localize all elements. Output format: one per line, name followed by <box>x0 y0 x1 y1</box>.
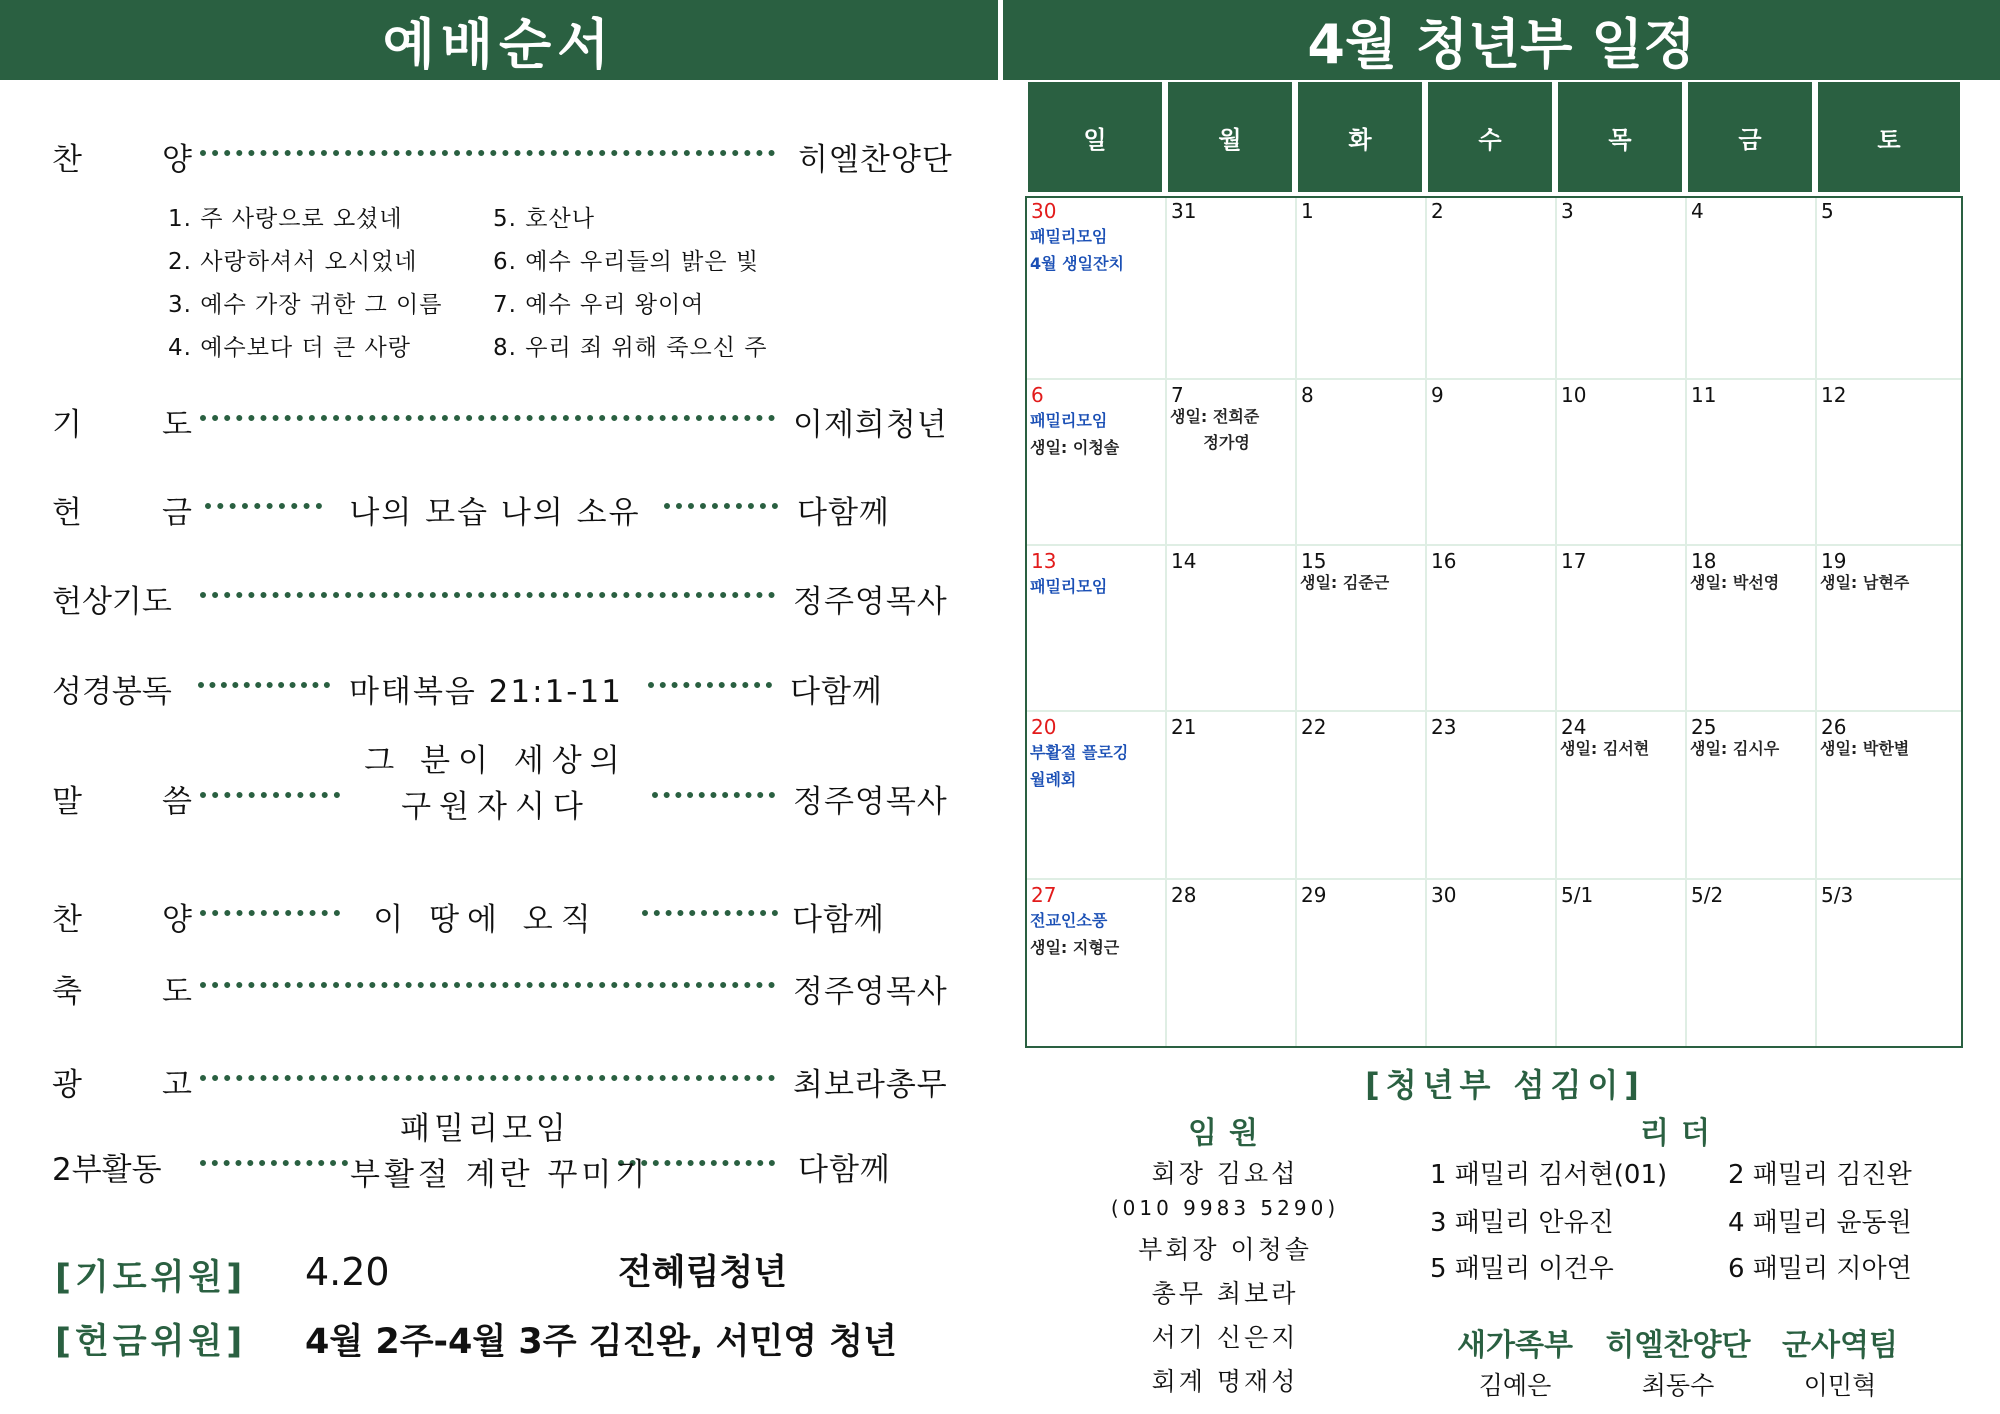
weekday-header: 일 <box>1028 82 1162 192</box>
service-person: 정주영목사 <box>793 784 948 820</box>
day-number: 8 <box>1301 383 1314 407</box>
day-number: 12 <box>1821 383 1847 407</box>
day-number: 26 <box>1821 715 1847 739</box>
leaders-title: 리더 <box>1640 1116 1722 1151</box>
day-number: 1 <box>1301 199 1314 223</box>
day-number: 13 <box>1031 549 1057 573</box>
calendar-event: 패밀리모임 <box>1030 227 1108 246</box>
service-label: 말 씀 <box>52 784 192 820</box>
leader-family-3: 3 패밀리 안유진 <box>1430 1208 1614 1238</box>
hymn-item: 3. 예수 가장 귀한 그 이름 <box>168 292 443 318</box>
calendar-day-cell <box>1025 712 1165 880</box>
service-label: 광 고 <box>52 1067 192 1103</box>
day-number: 3 <box>1561 199 1574 223</box>
leader-dots <box>648 682 772 688</box>
order-of-service-header: 예배순서 <box>0 0 998 80</box>
calendar-day-cell <box>1425 380 1555 546</box>
service-content: 패밀리모임 부활절 계란 꾸미기 <box>350 1111 650 1193</box>
service-content: 이 땅에 오직 <box>373 902 599 938</box>
calendar-day-cell <box>1815 880 1963 1048</box>
day-number: 27 <box>1031 883 1057 907</box>
day-number: 10 <box>1561 383 1587 407</box>
service-label: 찬 양 <box>52 902 192 938</box>
day-number: 5/2 <box>1691 883 1724 907</box>
service-label: 성경봉독 <box>52 674 172 710</box>
prayer-duty-name: 전혜림청년 <box>618 1253 788 1293</box>
hymn-item: 1. 주 사랑으로 오셨네 <box>168 206 403 232</box>
service-label: 축 도 <box>52 974 192 1010</box>
service-person: 다함께 <box>790 674 883 710</box>
service-person: 히엘찬양단 <box>798 142 953 178</box>
hymn-list <box>168 200 808 360</box>
day-number: 2 <box>1431 199 1444 223</box>
calendar-day-cell <box>1295 380 1425 546</box>
day-number: 16 <box>1431 549 1457 573</box>
day-number: 24 <box>1561 715 1587 739</box>
calendar-day-cell <box>1425 712 1555 880</box>
leader-dots <box>200 1075 775 1081</box>
weekday-header: 목 <box>1558 82 1682 192</box>
calendar-day-cell <box>1815 196 1963 380</box>
calendar-event: 패밀리모임 <box>1030 577 1108 596</box>
leader-family-5: 5 패밀리 이건우 <box>1430 1254 1614 1284</box>
service-person: 정주영목사 <box>793 974 948 1010</box>
service-row <box>0 952 998 1012</box>
calendar-day-cell <box>1685 712 1815 880</box>
leader-dots <box>200 1160 348 1166</box>
day-number: 11 <box>1691 383 1717 407</box>
calendar-day-cell <box>1165 880 1295 1048</box>
leader-family-2: 2 패밀리 김진완 <box>1728 1160 1912 1190</box>
april-calendar <box>1025 80 1963 1050</box>
service-row <box>0 1111 998 1193</box>
calendar-day-cell <box>1555 380 1685 546</box>
day-number: 22 <box>1301 715 1327 739</box>
leader-family-4: 4 패밀리 윤동원 <box>1728 1208 1912 1238</box>
hymn-item: 5. 호산나 <box>493 206 595 232</box>
service-label: 찬 양 <box>52 142 192 178</box>
service-label: 2부활동 <box>52 1152 162 1188</box>
calendar-day-cell <box>1815 546 1963 712</box>
youth-schedule-header: 4월 청년부 일정 <box>1003 0 2000 80</box>
offering-duty-label: [헌금위원] <box>55 1322 247 1362</box>
team-newcomers: 새가족부 <box>1457 1328 1573 1363</box>
day-number: 30 <box>1031 199 1057 223</box>
day-number: 4 <box>1691 199 1704 223</box>
calendar-event: 월례회 <box>1030 770 1077 789</box>
calendar-event: 생일: 박한별 <box>1820 739 1910 758</box>
day-number: 17 <box>1561 549 1587 573</box>
leader-dots <box>198 682 330 688</box>
calendar-event: 생일: 김시우 <box>1690 739 1780 758</box>
team-newcomers-leader: 김예은 <box>1478 1371 1552 1400</box>
team-military-leader: 이민혁 <box>1803 1371 1877 1400</box>
service-content: 나의 모습 나의 소유 <box>349 495 641 531</box>
service-person: 정주영목사 <box>793 584 948 620</box>
calendar-event: 생일: 남현주 <box>1820 573 1910 592</box>
service-label: 헌상기도 <box>52 584 172 620</box>
weekday-header: 토 <box>1818 82 1960 192</box>
officer-phone: (010 9983 5290) <box>1110 1196 1340 1220</box>
calendar-event: 생일: 박선영 <box>1690 573 1780 592</box>
leader-dots <box>652 792 775 798</box>
calendar-day-cell <box>1815 380 1963 546</box>
calendar-day-cell <box>1555 196 1685 380</box>
service-row <box>0 562 998 622</box>
day-number: 28 <box>1171 883 1197 907</box>
service-person: 다함께 <box>798 1152 891 1188</box>
day-number: 19 <box>1821 549 1847 573</box>
calendar-day-cell <box>1555 546 1685 712</box>
calendar-day-cell <box>1025 380 1165 546</box>
hymn-item: 7. 예수 우리 왕이여 <box>493 292 705 318</box>
calendar-day-cell <box>1685 196 1815 380</box>
day-number: 29 <box>1301 883 1327 907</box>
calendar-event: 전교인소풍 <box>1030 911 1108 930</box>
calendar-day-cell <box>1295 880 1425 1048</box>
hymn-item: 8. 우리 죄 위해 죽으신 주 <box>493 335 768 361</box>
calendar-event: 정가영 <box>1170 433 1250 452</box>
calendar-day-cell <box>1555 880 1685 1048</box>
day-number: 5/3 <box>1821 883 1854 907</box>
service-person: 이제희청년 <box>793 407 948 443</box>
day-number: 14 <box>1171 549 1197 573</box>
service-row <box>0 473 998 533</box>
team-military: 군사역팀 <box>1782 1328 1898 1363</box>
calendar-event: 4월 생일잔치 <box>1030 254 1124 273</box>
service-row <box>0 652 998 712</box>
leader-family-6: 6 패밀리 지아연 <box>1728 1254 1912 1284</box>
leader-dots <box>200 415 775 421</box>
day-number: 18 <box>1691 549 1717 573</box>
calendar-day-cell <box>1685 380 1815 546</box>
leader-dots <box>200 150 775 156</box>
prayer-duty-label: [기도위원] <box>55 1258 247 1298</box>
day-number: 6 <box>1031 383 1044 407</box>
calendar-day-cell <box>1165 546 1295 712</box>
weekday-header: 월 <box>1168 82 1292 192</box>
leader-dots <box>200 792 340 798</box>
calendar-event: 생일: 김서현 <box>1560 739 1650 758</box>
calendar-day-cell <box>1425 880 1555 1048</box>
service-person: 다함께 <box>792 902 885 938</box>
leader-dots <box>642 910 778 916</box>
weekday-header: 금 <box>1688 82 1812 192</box>
calendar-day-cell <box>1685 880 1815 1048</box>
officer-vice-president: 부회장 이청솔 <box>1138 1235 1312 1264</box>
calendar-day-cell <box>1685 546 1815 712</box>
team-worship-leader: 최동수 <box>1641 1371 1715 1400</box>
day-number: 5/1 <box>1561 883 1594 907</box>
service-row <box>0 385 998 445</box>
day-number: 9 <box>1431 383 1444 407</box>
hymn-item: 2. 사랑하셔서 오시었네 <box>168 249 418 275</box>
day-number: 23 <box>1431 715 1457 739</box>
servants-title: [청년부 섬김이] <box>1365 1066 1645 1104</box>
calendar-event: 부활절 플로깅 <box>1030 743 1129 762</box>
service-label: 기 도 <box>52 407 192 443</box>
officer-secretary-general: 총무 최보라 <box>1151 1279 1299 1308</box>
calendar-day-cell <box>1025 196 1165 380</box>
calendar-day-cell <box>1165 196 1295 380</box>
calendar-day-cell <box>1025 880 1165 1048</box>
day-number: 20 <box>1031 715 1057 739</box>
calendar-day-cell <box>1425 196 1555 380</box>
calendar-event: 패밀리모임 <box>1030 411 1108 430</box>
officer-treasurer: 회계 명재성 <box>1151 1367 1299 1396</box>
service-person: 다함께 <box>797 495 890 531</box>
hymn-item: 4. 예수보다 더 큰 사랑 <box>168 335 411 361</box>
day-number: 15 <box>1301 549 1327 573</box>
day-number: 30 <box>1431 883 1457 907</box>
weekday-header: 화 <box>1298 82 1422 192</box>
officer-president: 회장 김요섭 <box>1151 1159 1299 1188</box>
service-row <box>0 1045 998 1105</box>
day-number: 7 <box>1171 383 1184 407</box>
service-row <box>0 120 998 180</box>
leader-dots <box>200 592 775 598</box>
calendar-day-cell <box>1295 196 1425 380</box>
service-row <box>0 743 998 825</box>
service-content: 마태복음 21:1-11 <box>349 674 623 710</box>
day-number: 31 <box>1171 199 1197 223</box>
service-label: 헌 금 <box>52 495 192 531</box>
calendar-event: 생일: 이청솔 <box>1030 438 1120 457</box>
offering-duty-text: 4월 2주-4월 3주 김진완, 서민영 청년 <box>305 1322 897 1362</box>
calendar-day-cell <box>1295 712 1425 880</box>
prayer-duty-date: 4.20 <box>305 1250 390 1294</box>
day-number: 25 <box>1691 715 1717 739</box>
team-worship: 히엘찬양단 <box>1605 1328 1751 1363</box>
officers-title: 임원 <box>1188 1116 1270 1151</box>
hymn-item: 6. 예수 우리들의 밝은 빛 <box>493 249 760 275</box>
service-row <box>0 880 998 940</box>
leader-dots <box>205 503 322 509</box>
service-person: 최보라총무 <box>793 1067 948 1103</box>
calendar-day-cell <box>1425 546 1555 712</box>
calendar-day-cell <box>1025 546 1165 712</box>
calendar-event: 생일: 김준근 <box>1300 573 1390 592</box>
officer-secretary: 서기 신은지 <box>1151 1323 1299 1352</box>
calendar-event: 생일: 전희준 <box>1170 407 1260 426</box>
calendar-day-cell <box>1555 712 1685 880</box>
calendar-event: 생일: 지형근 <box>1030 938 1120 957</box>
leader-dots <box>200 910 340 916</box>
service-content: 그 분이 세상의 구원자시다 <box>364 743 628 825</box>
calendar-day-cell <box>1295 546 1425 712</box>
leader-dots <box>664 503 778 509</box>
calendar-day-cell <box>1165 712 1295 880</box>
weekday-header: 수 <box>1428 82 1552 192</box>
leader-dots <box>200 982 775 988</box>
leader-family-1: 1 패밀리 김서현(01) <box>1430 1160 1668 1190</box>
day-number: 5 <box>1821 199 1834 223</box>
calendar-day-cell <box>1165 380 1295 546</box>
calendar-day-cell <box>1815 712 1963 880</box>
day-number: 21 <box>1171 715 1197 739</box>
